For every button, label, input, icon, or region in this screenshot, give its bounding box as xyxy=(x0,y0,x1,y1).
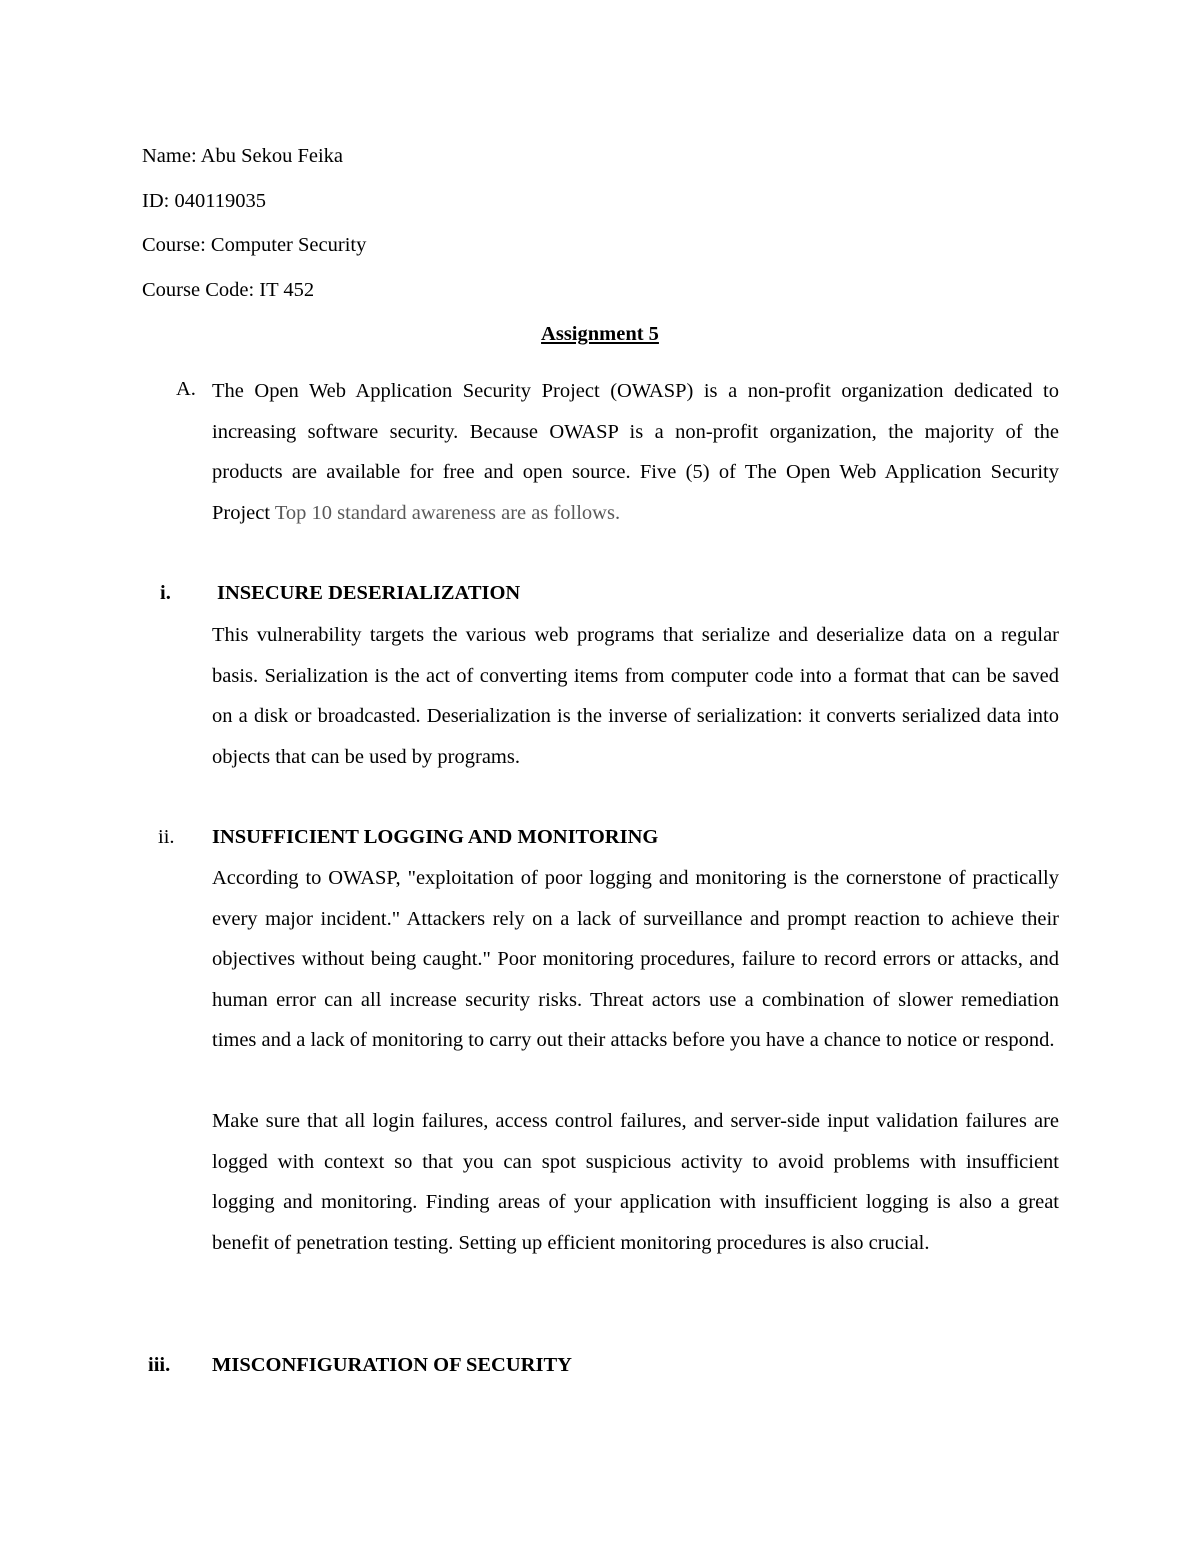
section-heading: INSECURE DESERIALIZATION xyxy=(217,582,521,604)
course-code: Course Code: IT 452 xyxy=(142,279,315,301)
section-number: i. xyxy=(160,582,171,604)
section-heading: INSUFFICIENT LOGGING AND MONITORING xyxy=(212,826,659,848)
student-id: ID: 040119035 xyxy=(142,190,266,212)
section-heading: MISCONFIGURATION OF SECURITY xyxy=(212,1354,572,1376)
intro-text-gray: Top 10 standard awareness are as follows. xyxy=(270,501,621,524)
section-paragraph: Make sure that all login failures, access control failures, and server-side input validation failures are logged with context so that you can spot suspicious activity to avoid problems with insufficient logging and monitoring. Finding areas of your application with insufficient logging is also a great benefit of penetration testing. Setting up efficient monitoring procedures is also crucial. xyxy=(212,1110,1059,1254)
intro-list-marker: A. xyxy=(176,378,196,400)
student-name: Name: Abu Sekou Feika xyxy=(142,145,343,167)
section-paragraph: This vulnerability targets the various web programs that serialize and deserialize data on a regular basis. Serialization is the act of converting items from computer code into a format that can be saved on a disk or broadcasted. Deserialization is the inverse of serialization: it converts serialized data into objects that can be used by programs. xyxy=(212,624,1059,768)
section-number: ii. xyxy=(158,826,175,848)
assignment-title: Assignment 5 xyxy=(541,323,659,345)
intro-text: The Open Web Application Security Project (OWASP) is a non-profit organization dedicated to increasing software security. Because OWASP is a non-profit organization, the majority of the products are available for free and open source. Five (5) of The Open Web Application Security Project xyxy=(212,380,1059,524)
section-number: iii. xyxy=(148,1354,171,1376)
intro-paragraph xyxy=(212,371,1059,533)
section-paragraph: According to OWASP, "exploitation of poor logging and monitoring is the cornerstone of practically every major incident." Attackers rely on a lack of surveillance and prompt reaction to achieve their objectives without being caught." Poor monitoring procedures, failure to record errors or attacks, and human error can all increase security risks. Threat actors use a combination of slower remediation times and a lack of monitoring to carry out their attacks before you have a chance to notice or respond. xyxy=(212,867,1059,1051)
course-name: Course: Computer Security xyxy=(142,234,367,256)
